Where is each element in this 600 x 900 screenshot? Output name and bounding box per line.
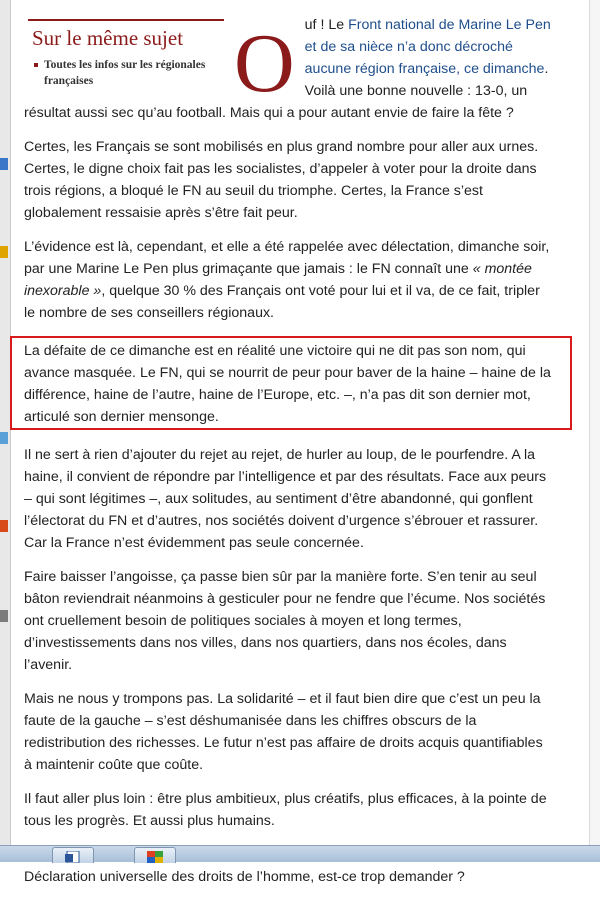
word-document-icon <box>65 851 81 863</box>
drop-cap: O <box>234 17 295 110</box>
paragraph-8: Déclaration universelle des droits de l’homme, est-ce trop demander ? <box>24 869 465 885</box>
gutter-red-marker <box>0 520 8 532</box>
paragraph-6: Mais ne nous y trompons pas. La solidarité – et il faut bien dire que c’est un peu la faute de la gauche – s’est déshumanisée dans les chiffres obscurs de la redistribution des richesses. Le futur n’est pas affaire de droits acquis quantifiables à maintenir coûte que coûte. <box>24 691 543 773</box>
paragraph-3: La défaite de ce dimanche est en réalité une victoire qui ne dit pas son nom, qui avance masquée. Le FN, qui se nourrit de peur pour baver de la haine – haine de la différence, haine de l’autre, haine de l’Europe, etc. –, n’a pas dit son dernier mot, articulé son dernier mensonge. <box>24 343 551 425</box>
gutter-yellow-marker <box>0 246 8 258</box>
paragraph-4: Il ne sert à rien d’ajouter du rejet au rejet, de hurler au loup, de le pourfendre. A la haine, il convient de répondre par l’intelligence et par des résultats. Face aux peurs – qui sont légitimes –, aux solitudes, au sentiment d’être abandonné, qui gonflent l’électorat du FN et d’autres, nos sociétés doivent d’urgence s’ébrouer et rassurer. Car la France n’est évidemment pas seule concernée. <box>24 447 547 551</box>
related-link[interactable]: Toutes les infos sur les régionales françaises <box>34 57 224 89</box>
paragraph-1: Certes, les Français se sont mobilisés en plus grand nombre pour aller aux urnes. Certes, le digne choix fait pas les socialistes, d’appeler à voter pour la droite dans trois régions, a bloqué le FN au seuil du triomphe. Certes, la France s’est globalement ressaisie après s’être fait peur. <box>24 139 539 221</box>
media-player-icon <box>147 851 163 863</box>
related-title: Sur le même sujet <box>32 26 184 50</box>
intro-text-start: uf ! Le <box>304 17 349 33</box>
paragraph-7: Il faut aller plus loin : être plus ambitieux, plus créatifs, plus efficaces, à la pointe de tous les progrès. Et aussi plus humains. <box>24 791 547 829</box>
taskbar <box>0 845 600 862</box>
paragraph-2-start: L’évidence est là, cependant, et elle a été rappelée avec délectation, dimanche soir, par une Marine Le Pen plus grimaçante que jamais : le FN connaît une <box>24 239 550 277</box>
paragraph-2 <box>24 236 554 324</box>
gutter-blue-marker <box>0 158 8 170</box>
intro-link[interactable]: Front national de Marine Le Pen et de sa nièce n’a donc décroché aucune région française, ce dimanche <box>304 17 551 77</box>
highlighted-paragraph-box <box>10 336 572 430</box>
paragraph-2-quote: « montée inexorable » <box>24 261 532 299</box>
article-body <box>24 14 554 900</box>
intro-text-end: . Voilà une bonne nouvelle : 13-0, un résultat aussi sec qu’au football. Mais qui a pour autant envie de faire la fête ? <box>24 61 549 121</box>
gutter-grey-marker <box>0 610 8 622</box>
scrollbar-track[interactable] <box>589 0 600 845</box>
gutter-blue-marker-2 <box>0 432 8 444</box>
paragraph-2-end: , quelque 30 % des Français ont voté pour lui et il va, de ce fait, tripler le nombre de ses conseillers régionaux. <box>24 283 540 321</box>
related-list <box>28 57 224 89</box>
paragraph-5: Faire baisser l’angoisse, ça passe bien sûr par la manière forte. S’en tenir au seul bâton reviendrait néanmoins à gesticuler pour ne fendre que l’écume. Nos sociétés ont cruellement besoin de politiques sociales à moyen et long termes, d’investissements dans nos villes, dans nos quartiers, dans nos écoles, dans l’avenir. <box>24 569 546 673</box>
related-box <box>28 19 224 89</box>
